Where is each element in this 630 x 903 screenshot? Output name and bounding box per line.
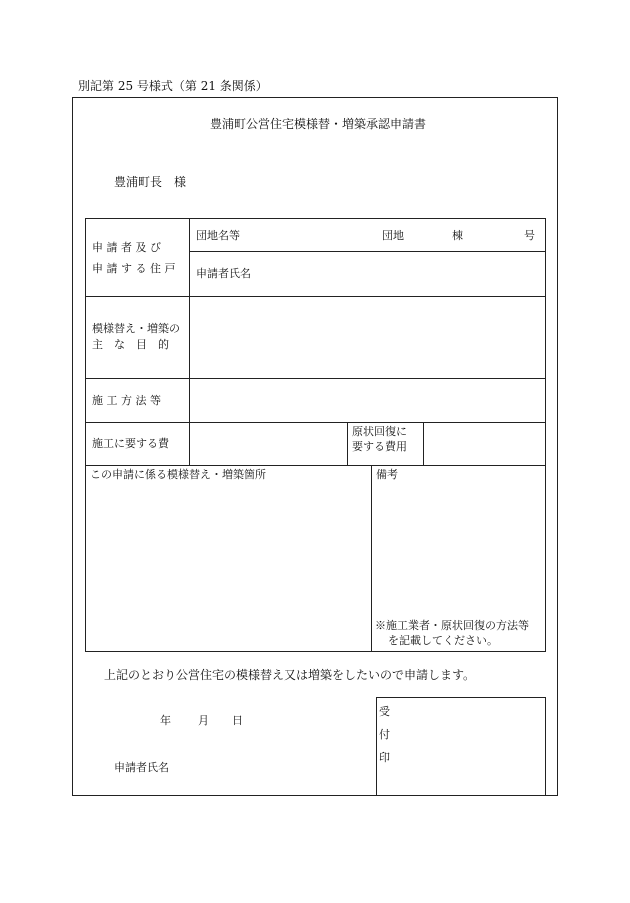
purpose-label-line2: 主 な 目 的 <box>92 338 169 351</box>
cost-label: 施工に要する費 <box>92 437 169 450</box>
room-unit: 号 <box>524 229 535 242</box>
building-unit: 棟 <box>452 229 463 242</box>
application-statement: 上記のとおり公営住宅の模様替え又は増築をしたいので申請します。 <box>104 668 476 682</box>
receipt-char-1: 受 <box>379 705 390 718</box>
remarks-note-line2: を記載してください。 <box>388 634 498 647</box>
row-divider <box>190 251 545 252</box>
table-border <box>85 218 546 652</box>
restore-cost-label-line1: 原状回復に <box>352 425 407 438</box>
receipt-char-3: 印 <box>379 751 390 764</box>
location-label: この申請に係る模様替え・増築箇所 <box>90 468 266 481</box>
purpose-label-line1: 模様替え・増築の <box>92 322 180 335</box>
receipt-char-2: 付 <box>379 728 390 741</box>
cost-column-divider <box>347 423 348 465</box>
danchi-name-label: 団地名等 <box>196 229 240 242</box>
method-label: 施 工 方 法 等 <box>92 394 161 407</box>
date-month: 月 <box>198 714 209 727</box>
applicant-label-line1: 申 請 者 及 び <box>92 241 161 254</box>
receipt-stamp-box <box>376 697 546 796</box>
row-divider <box>86 422 545 423</box>
row-divider <box>86 465 545 466</box>
addressee: 豊浦町長 様 <box>114 175 187 189</box>
date-day: 日 <box>232 714 243 727</box>
remarks-label: 備考 <box>376 468 398 481</box>
signature-label: 申請者氏名 <box>114 761 169 774</box>
row-divider <box>86 296 545 297</box>
form-title: 豊浦町公営住宅模様替・増築承認申請書 <box>210 117 427 131</box>
remarks-column-divider <box>371 466 372 651</box>
applicant-name-label: 申請者氏名 <box>196 267 251 280</box>
date-year: 年 <box>160 714 171 727</box>
applicant-label-line2: 申 請 す る 住 戸 <box>92 262 176 275</box>
form-number: 別記第 25 号様式（第 21 条関係） <box>78 79 268 93</box>
row-divider <box>86 378 545 379</box>
danchi-unit: 団地 <box>382 229 404 242</box>
label-column-divider <box>189 219 190 465</box>
remarks-note-line1: ※施工業者・原状回復の方法等 <box>375 619 529 632</box>
restore-cost-label-line2: 要する費用 <box>352 440 407 453</box>
cost-column-divider <box>423 423 424 465</box>
